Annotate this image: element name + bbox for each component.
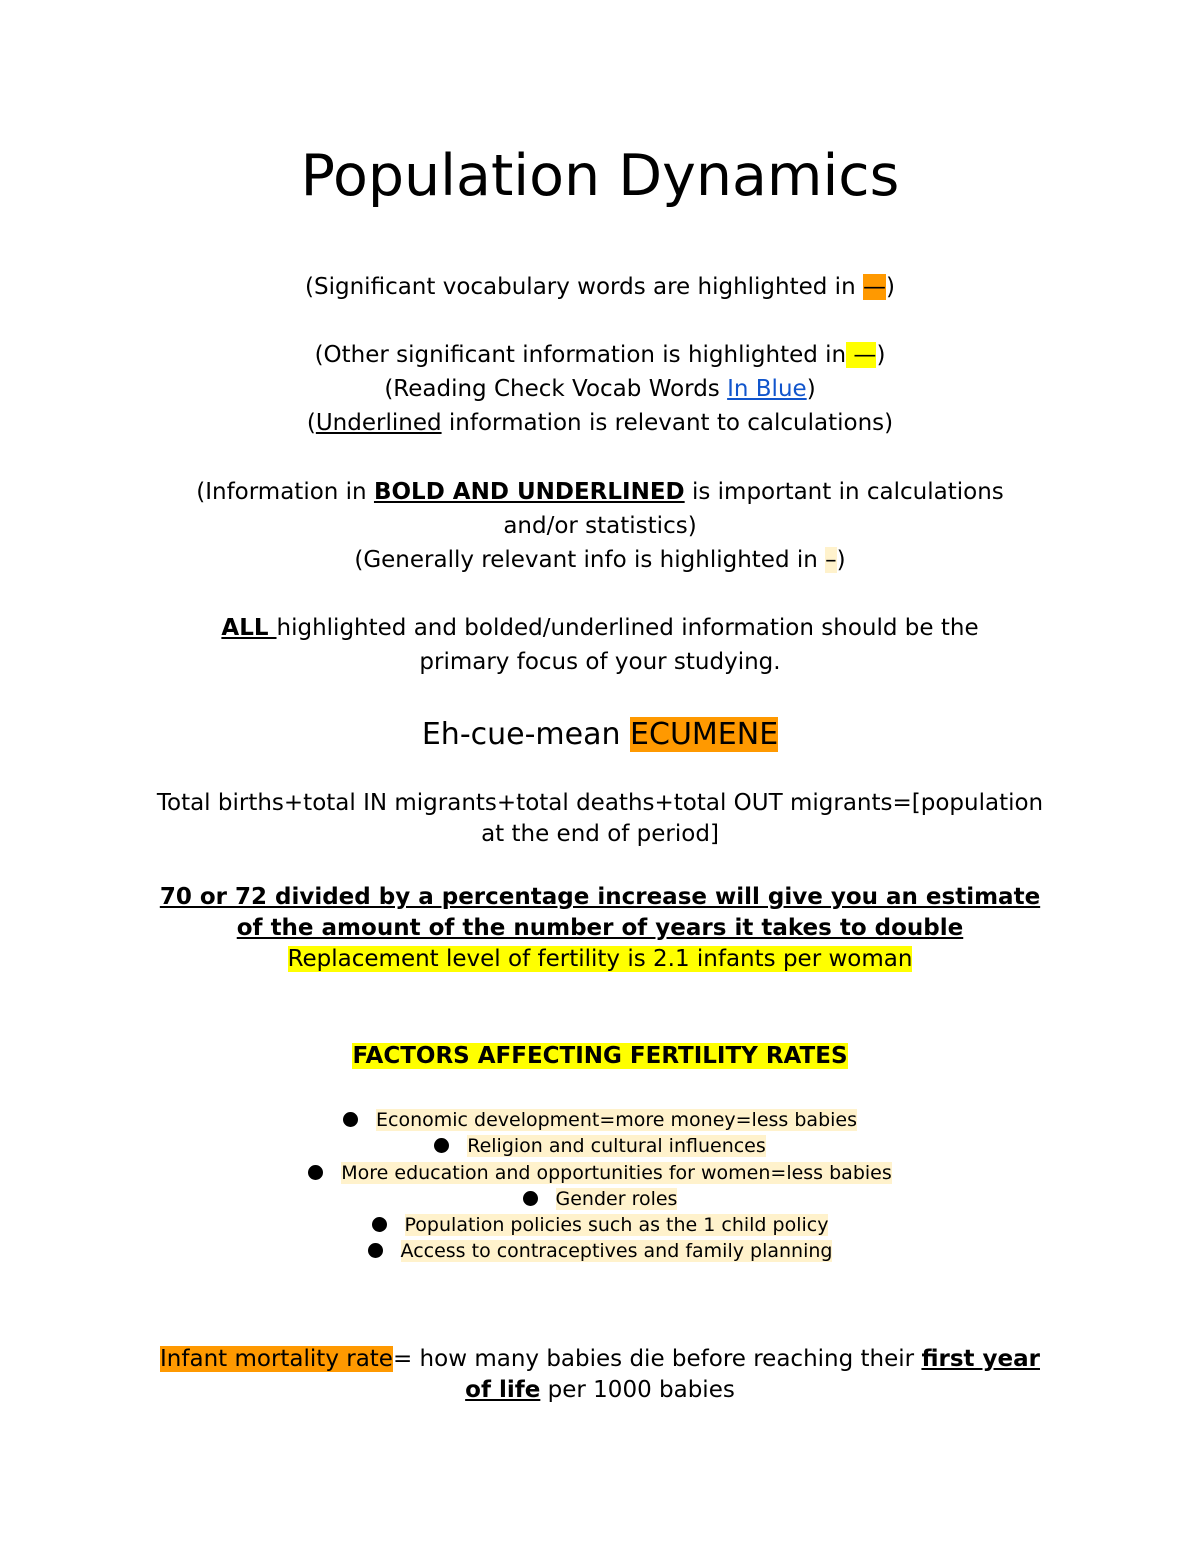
bold-underlined-word: BOLD AND UNDERLINED — [373, 479, 685, 505]
ecumene-pronunciation: Eh-cue-mean — [421, 717, 631, 752]
replacement-line — [140, 944, 1060, 975]
legend-vocab-close: ) — [885, 274, 895, 300]
legend-other-line — [140, 338, 1060, 372]
legend-other-text: (Other significant information is highlighted in — [314, 342, 847, 368]
pale-swatch: – — [825, 547, 837, 573]
legend-vocab-text: (Significant vocabulary words are highlighted in — [305, 274, 863, 300]
list-item-text: Population policies such as the 1 child policy — [404, 1214, 829, 1237]
list-item-text: Economic development=more money=less babies — [376, 1109, 857, 1131]
legend-general-close: ) — [836, 547, 846, 573]
legend-reading-close: ) — [806, 376, 816, 402]
list-item — [140, 1238, 1060, 1264]
legend-other-close: ) — [876, 342, 886, 368]
list-item — [140, 1212, 1060, 1238]
rule-of-70-line-2 — [140, 913, 1060, 944]
factors-list — [140, 1107, 1060, 1265]
legend-general-line — [140, 543, 1060, 577]
legend-reading-text: (Reading Check Vocab Words — [384, 376, 728, 402]
first-year-text: first year — [921, 1346, 1040, 1372]
list-item-text: Religion and cultural influences — [467, 1135, 766, 1158]
all-focus-line-2: primary focus of your studying. — [419, 649, 781, 675]
legend-bold-text: (Information in — [196, 479, 374, 505]
rule-of-70-line-1 — [140, 882, 1060, 913]
infant-mortality-term: Infant mortality rate — [160, 1346, 393, 1372]
legend-reading-line — [140, 372, 1060, 406]
legend-bold-line-1 — [140, 475, 1060, 509]
factors-heading — [140, 1041, 1060, 1072]
infant-mortality-line-2 — [140, 1375, 1060, 1406]
bullet-icon — [343, 1112, 358, 1127]
bullet-icon — [372, 1217, 387, 1232]
legend-general-text: (Generally relevant info is highlighted in — [354, 547, 826, 573]
list-item — [140, 1133, 1060, 1159]
list-item-text: More education and opportunities for women=less babies — [341, 1161, 892, 1184]
underlined-word: Underlined — [315, 410, 442, 436]
list-item — [140, 1107, 1060, 1133]
bullet-icon — [434, 1138, 449, 1153]
legend-vocab-line — [140, 270, 1060, 304]
legend-bold-rest: is important in calculations — [684, 479, 1004, 505]
bullet-icon — [308, 1165, 323, 1180]
legend-underlined-open: ( — [306, 410, 316, 436]
all-focus-line-1 — [140, 611, 1060, 645]
formula-line-2: at the end of period] — [481, 821, 719, 847]
bullet-icon — [523, 1191, 538, 1206]
of-life-text: of life — [465, 1377, 541, 1403]
ecumene-line — [140, 715, 1060, 755]
legend-underlined-text: information is relevant to calculations) — [441, 410, 894, 436]
per-1000-text: per 1000 babies — [540, 1377, 735, 1403]
orange-swatch: — — [862, 274, 886, 300]
list-item — [140, 1186, 1060, 1212]
rule-of-70-text-2: of the amount of the number of years it takes to double — [236, 915, 964, 941]
factors-heading-text: FACTORS AFFECTING FERTILITY RATES — [352, 1043, 848, 1069]
ecumene-term: ECUMENE — [630, 717, 779, 752]
formula-line-1: Total births+total IN migrants+total deaths+total OUT migrants=[population — [156, 790, 1044, 816]
page-title: Population Dynamics — [300, 143, 900, 209]
all-focus-text: highlighted and bolded/underlined information should be the — [276, 615, 979, 641]
yellow-swatch: — — [846, 342, 877, 368]
legend-bold-line-2: and/or statistics) — [503, 513, 697, 539]
replacement-text: Replacement level of fertility is 2.1 infants per woman — [287, 946, 913, 972]
infant-mortality-line-1 — [140, 1344, 1060, 1375]
all-word: ALL — [221, 615, 277, 641]
list-item-text: Access to contraceptives and family planning — [400, 1240, 833, 1263]
infant-mortality-definition: = how many babies die before reaching their — [392, 1346, 922, 1372]
list-item-text: Gender roles — [555, 1187, 678, 1210]
in-blue-link[interactable]: In Blue — [727, 376, 807, 402]
bullet-icon — [368, 1243, 383, 1258]
rule-of-70-text-1: 70 or 72 divided by a percentage increase will give you an estimate — [159, 884, 1041, 910]
legend-underlined-line — [140, 406, 1060, 440]
list-item — [140, 1160, 1060, 1186]
